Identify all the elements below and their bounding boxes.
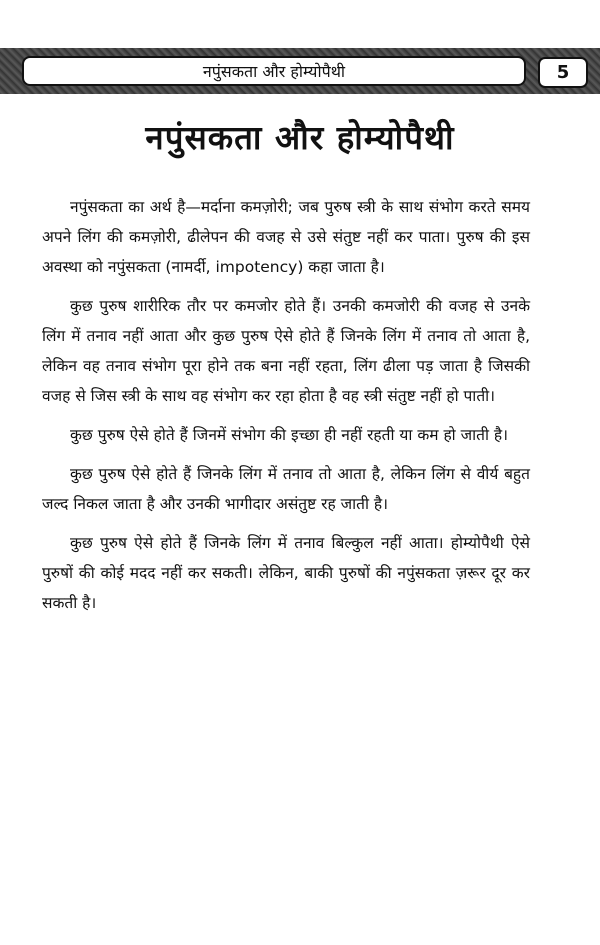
page-number: 5 (556, 62, 570, 83)
page-title: नपुंसकता और होम्योपैथी (145, 118, 455, 157)
paragraph: कुछ पुरुष ऐसे होते हैं जिनके लिंग में तनाव तो आता है, लेकिन लिंग से वीर्य बहुत जल्द निकल जाता है और उनकी भागीदार असंतुष्ट रह जाती है। (42, 465, 530, 513)
paragraph: नपुंसकता का अर्थ है—मर्दाना कमज़ोरी; जब पुरुष स्त्री के साथ संभोग करते समय अपने लिंग की कमज़ोरी, ढीलेपन की वजह से उसे संतुष्ट नहीं कर पाता। पुरुष की इस अवस्था को नपुंसकता (नामर्दी, impotency) कहा जाता है। (42, 198, 530, 276)
body-text (42, 192, 530, 627)
running-header-title (22, 56, 526, 86)
page-number-box (538, 57, 588, 88)
paragraph: कुछ पुरुष शारीरिक तौर पर कमजोर होते हैं। उनकी कमजोरी की वजह से उनके लिंग में तनाव नहीं आता और कुछ पुरुष ऐसे होते हैं जिनके लिंग में तनाव तो आता है, लेकिन वह तनाव संभोग पूरा होने तक बना नहीं रहता, लिंग ढीला पड़ जाता है जिसकी वजह से जिस स्त्री के साथ वह संभोग कर रहा होता है वह स्त्री संतुष्ट नहीं हो पाती। (42, 297, 530, 405)
running-header-text: नपुंसकता और होम्योपैथी (202, 62, 346, 81)
paragraph: कुछ पुरुष ऐसे होते हैं जिनके लिंग में तनाव बिल्कुल नहीं आता। होम्योपैथी ऐसे पुरुषों की कोई मदद नहीं कर सकती। लेकिन, बाकी पुरुषों की नपुंसकता ज़रूर दूर कर सकती है। (42, 534, 530, 612)
paragraph: कुछ पुरुष ऐसे होते हैं जिनमें संभोग की इच्छा ही नहीं रहती या कम हो जाती है। (70, 426, 509, 444)
